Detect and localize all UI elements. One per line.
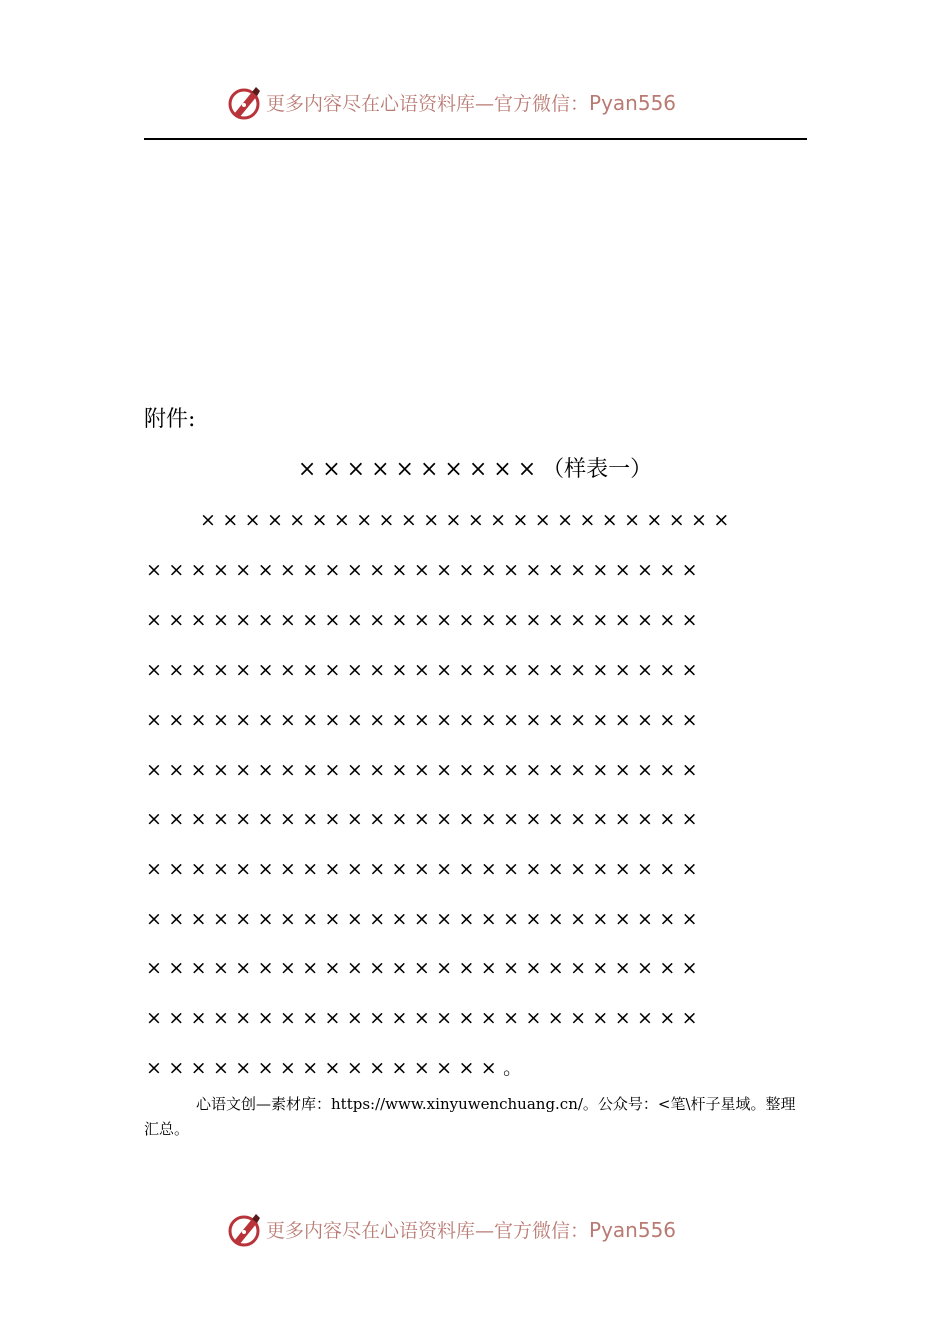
document-title: [0, 453, 950, 487]
body-line: ×××××××××××××××××××××××××: [146, 957, 704, 979]
header-banner: [0, 82, 950, 126]
body-line: ×××××××××××××××××××××××××: [146, 659, 704, 681]
body-line: ×××××××××××××××××××××××××: [146, 559, 704, 581]
footer-banner: [0, 1209, 950, 1253]
banner-text: [266, 88, 676, 118]
banner-text-wechat-id: Pyan556: [589, 91, 677, 115]
body-line: ×××××××××××××××××××××××××: [146, 759, 704, 781]
title-suffix: （样表一）: [542, 457, 653, 482]
body-line: ×××××××××××××××××××××××××: [146, 908, 704, 930]
attachment-label: 附件:: [144, 407, 196, 432]
body-line: ×××××××××××××××××××××××××: [146, 609, 704, 631]
banner-text-cn: 更多内容尽在心语资料库—官方微信：: [266, 93, 590, 115]
title-placeholder: ××××××××××: [297, 457, 543, 482]
body-line: ×××××××××××××××××××××××××: [146, 709, 704, 731]
banner-text-cn: 更多内容尽在心语资料库—官方微信：: [266, 1220, 590, 1242]
body-line: ×××××××××××××××××××××××××: [146, 1007, 704, 1029]
body-line: ×××××××××××××××××××××××××: [146, 858, 704, 880]
source-footnote: 心语文创—素材库：https://www.xinyuwenchuang.cn/。公众号：<笔\杆子星域。整理汇总。: [144, 1095, 796, 1138]
banner-text: [266, 1215, 676, 1245]
banner-text-wechat-id: Pyan556: [589, 1218, 677, 1242]
pen-nib-logo-icon: [226, 1211, 262, 1249]
body-line: ××××××××××××××××。: [146, 1057, 529, 1079]
header-rule: [144, 138, 807, 140]
pen-nib-logo-icon: [226, 84, 262, 122]
body-line: ×××××××××××××××××××××××××: [146, 808, 704, 830]
body-line: ××××××××××××××××××××××××: [200, 509, 736, 531]
